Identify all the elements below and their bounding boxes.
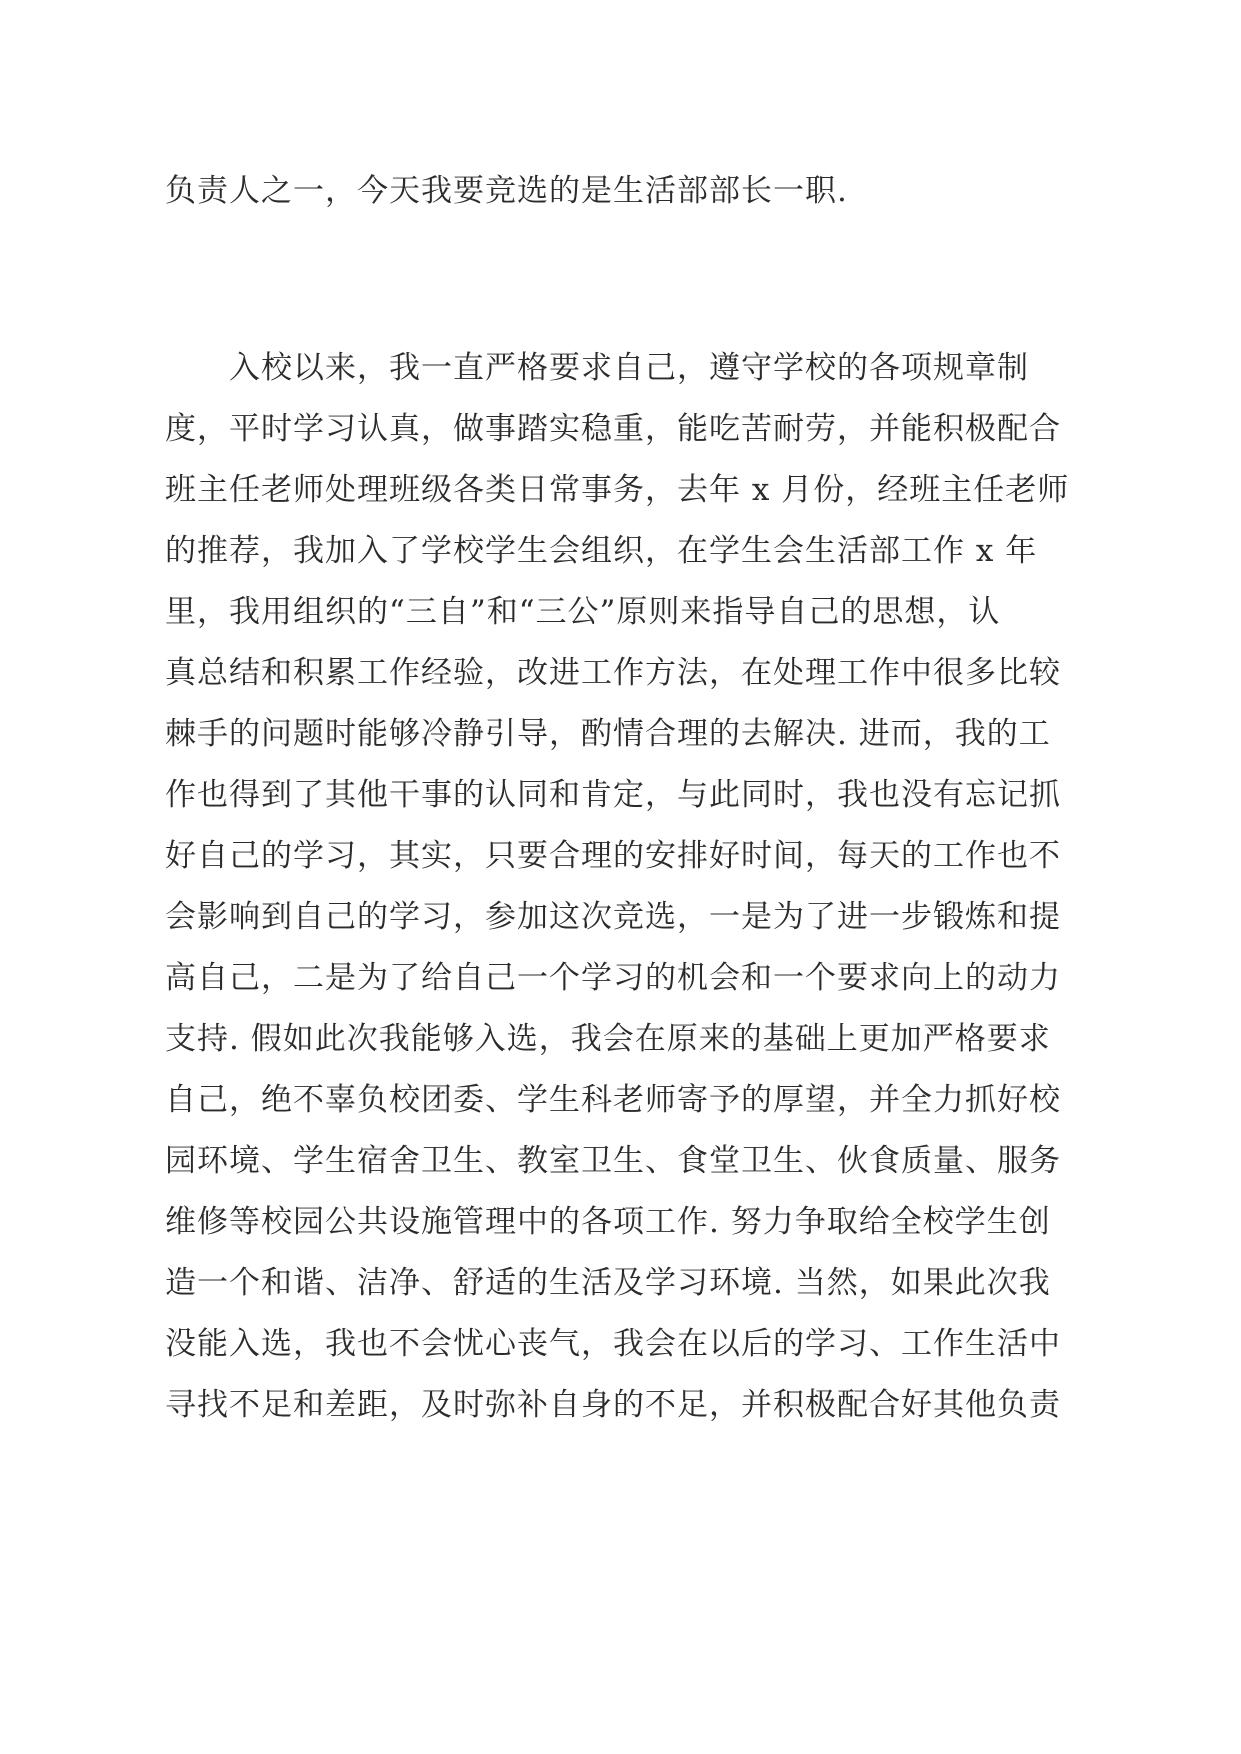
paragraph-line: 的推荐，我加入了学校学生会组织，在学生会生活部工作 x 年 bbox=[165, 533, 1038, 569]
paragraph-line: 好自己的学习，其实，只要合理的安排好时间，每天的工作也不 bbox=[165, 838, 1061, 874]
paragraph-line: 支持. 假如此次我能够入选，我会在原来的基础上更加严格要求 bbox=[165, 1021, 1051, 1057]
paragraph-line: 入校以来，我一直严格要求自己，遵守学校的各项规章制 bbox=[229, 350, 1029, 386]
paragraph-line: 造一个和谐、洁净、舒适的生活及学习环境. 当然，如果此次我 bbox=[165, 1265, 1051, 1301]
paragraph-line: 班主任老师处理班级各类日常事务，去年 x 月份，经班主任老师 bbox=[165, 472, 1070, 508]
paragraph-line: 真总结和积累工作经验，改进工作方法，在处理工作中很多比较 bbox=[165, 655, 1061, 691]
paragraph-line: 维修等校园公共设施管理中的各项工作. 努力争取给全校学生创 bbox=[165, 1204, 1051, 1240]
paragraph-line: 度，平时学习认真，做事踏实稳重，能吃苦耐劳，并能积极配合 bbox=[165, 411, 1061, 447]
intro-line: 负责人之一，今天我要竞选的是生活部部长一职. bbox=[165, 173, 848, 209]
paragraph-line: 自己，绝不辜负校团委、学生科老师寄予的厚望，并全力抓好校 bbox=[165, 1082, 1061, 1118]
paragraph-line: 高自己，二是为了给自己一个学习的机会和一个要求向上的动力 bbox=[165, 960, 1061, 996]
paragraph-line: 里，我用组织的“三自”和“三公”原则来指导自己的思想，认 bbox=[165, 594, 1001, 630]
paragraph-line: 作也得到了其他干事的认同和肯定，与此同时，我也没有忘记抓 bbox=[165, 777, 1061, 813]
paragraph-line: 棘手的问题时能够冷静引导，酌情合理的去解决. 进而，我的工 bbox=[165, 716, 1051, 752]
paragraph-line: 没能入选，我也不会忧心丧气，我会在以后的学习、工作生活中 bbox=[165, 1326, 1061, 1362]
paragraph-line: 会影响到自己的学习，参加这次竞选，一是为了进一步锻炼和提 bbox=[165, 899, 1061, 935]
paragraph-line: 寻找不足和差距，及时弥补自身的不足，并积极配合好其他负责 bbox=[165, 1387, 1061, 1423]
paragraph-line: 园环境、学生宿舍卫生、教室卫生、食堂卫生、伙食质量、服务 bbox=[165, 1143, 1061, 1179]
